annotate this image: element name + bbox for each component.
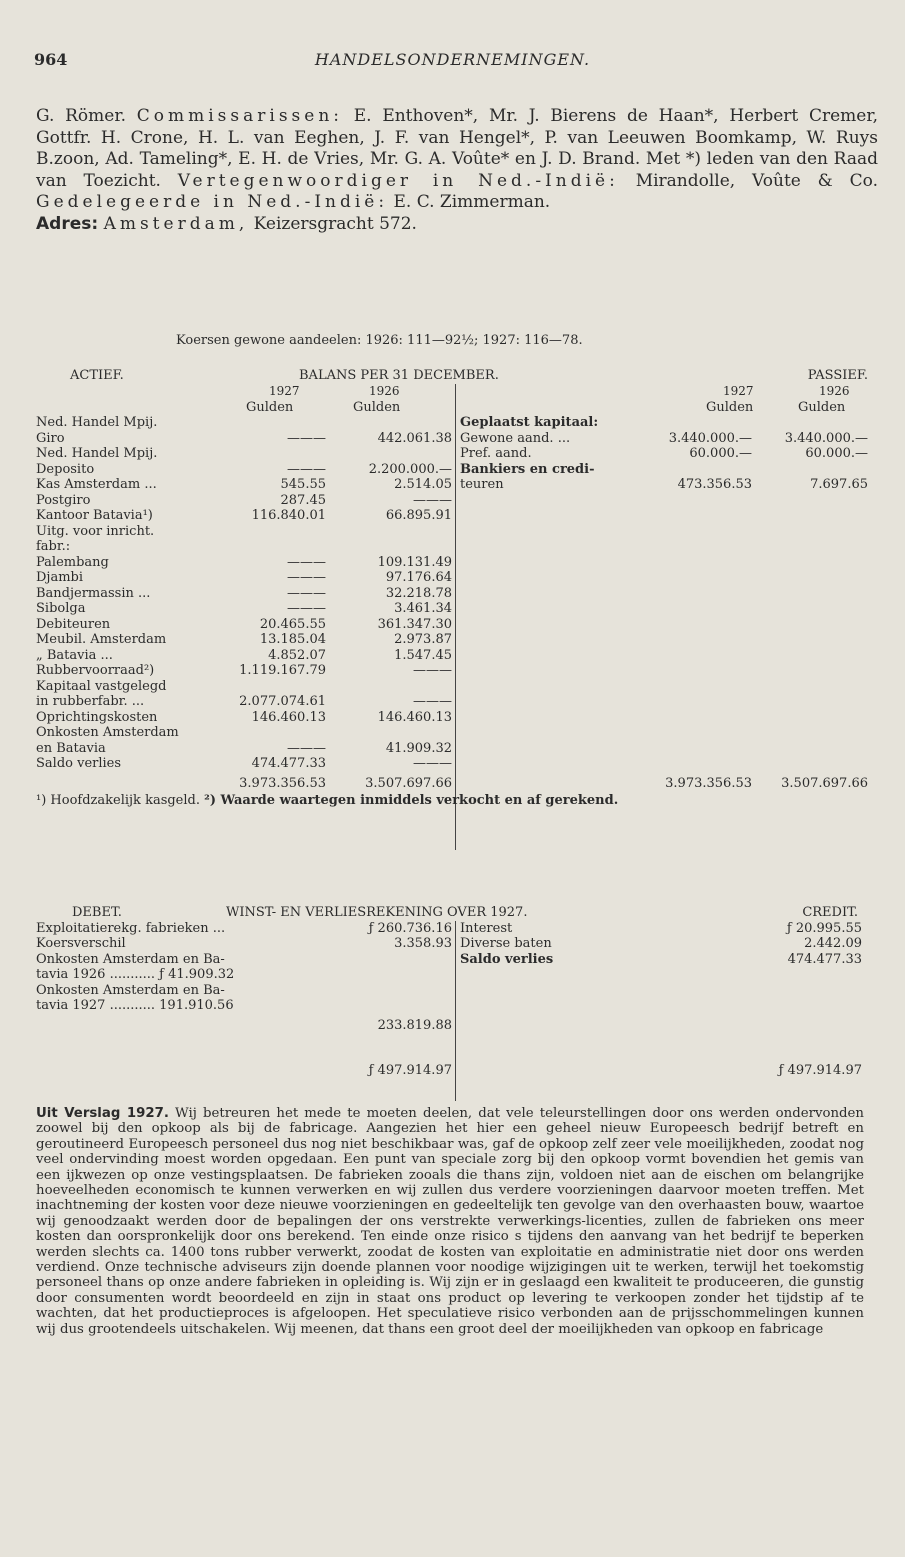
actief-value-1927: ———: [287, 570, 326, 585]
unit-left-2: Gulden: [353, 399, 401, 415]
actief-value-1927: 474.477.33: [251, 756, 326, 771]
actief-label: Ned. Handel Mpij.: [36, 415, 158, 430]
actief-label: Meubil. Amsterdam: [36, 632, 167, 647]
actief-label: fabr.:: [36, 539, 71, 554]
actief-value-1926: 2.514.05: [394, 477, 452, 492]
actief-value-1926: 1.547.45: [394, 647, 452, 663]
actief-value-1926: ———: [413, 756, 452, 771]
verslag-lead: Uit Verslag 1927.: [36, 1106, 169, 1121]
unit-right-2: Gulden: [798, 399, 846, 415]
credit-value: ƒ 20.995.55: [786, 920, 862, 936]
balance-row: [36, 446, 868, 462]
balance-row: [36, 586, 868, 602]
actief-value-1926: ———: [413, 492, 452, 508]
actief-value-1927: 20.465.55: [259, 616, 326, 632]
balance-row: [36, 679, 868, 695]
page-number: 964: [34, 50, 68, 69]
unit-left-1: Gulden: [246, 399, 294, 415]
running-title: HANDELSONDERNEMINGEN.: [314, 50, 591, 69]
credit-value: 2.442.09: [804, 936, 862, 951]
vertegenwoordiger-label: Vertegenwoordiger in Ned.-Indië:: [177, 170, 619, 191]
actief-heading: ACTIEF.: [70, 368, 124, 383]
pl-row: [36, 983, 868, 999]
passief-value-1927: 60.000.—: [689, 446, 752, 461]
balance-row: [36, 508, 868, 524]
verslag-paragraph: [36, 1106, 864, 1337]
balance-row: [36, 524, 868, 540]
passief-value-1926: 7.697.65: [810, 477, 868, 492]
actief-value-1926: 361.347.30: [377, 616, 452, 632]
actief-value-1927: ———: [287, 601, 326, 616]
credit-label: Saldo verlies: [460, 951, 554, 967]
passief-label: Pref. aand.: [460, 446, 532, 461]
balance-row: [36, 694, 868, 710]
balance-row: [36, 555, 868, 571]
actief-value-1927: 13.185.04: [259, 632, 326, 647]
actief-label: en Batavia: [36, 740, 106, 756]
debet-value: ƒ 260.736.16: [368, 920, 452, 936]
actief-value-1926: 109.131.49: [377, 554, 452, 570]
debet-label: tavia 1926 ........... ƒ 41.909.32: [36, 967, 235, 982]
balance-row: [36, 710, 868, 726]
actief-label: Kas Amsterdam ...: [36, 477, 157, 492]
balance-row: [36, 462, 868, 478]
verslag-text: Wij betreuren het mede te moeten deelen, dat vele teleurstellingen door ons werden ondervonden zoowel bij den opkoop als bij de fabricage. Aangezien het hier een geheel nieuw Europeesch bedrijf betreft en geroutineerd Europeesch personeel dus nog niet beschikbaar was, gaf de opkoop zelf zeer vele moeilijkheden, zoodat nog veel ondervinding moest worden opgedaan. Een punt van speciale zorg bij den opkoop vormt bovendien het gemis van een ijkwezen op onze vestingsplaatsen. De fabrieken zooals die thans zijn, voldoen niet aan de eischen om belangrijke hoeveelheden economisch te kunnen verwerken en wij zullen dus verdere voorzieningen daarvoor moeten treffen. Met inachtneming der kosten voor deze nieuwe voorzieningen en gedeeltelijk ten gevolge van den overhaasten bouw, waartoe wij genoodzaakt werden door de bepalingen der ons verstrekte verwerkings-licenties, zullen de fabrieken ons meer kosten dan oorspronkelijk door ons berekend. Ten einde onze risico s tijdens den aanvang van het bedrijf te beperken werden slechts ca. 1400 tons rubber verwerkt, zoodat de kosten van exploitatie en administratie niet door ons werden verdiend. Onze technische adviseurs zijn doende plannen voor noodige wijzigingen uit te werken, terwijl het toekomstig personeel thans op onze andere fabrieken in opleiding is. Wij zijn er in geslaagd een kwaliteit te produceeren, die gunstig door consumenten wordt beoordeeld en zijn in staat ons product op levering te verkoopen zonder het tijdstip af te wachten, dat het productieproces is afgeloopen. Het speculatieve risico verbonden aan de prijsschommelingen kunnen wij dus grootendeels uitschakelen. Wij meenen, dat thans een groot deel der moeilijkheden van opkoop en fabricage: [36, 1106, 864, 1337]
pl-row: [36, 936, 868, 952]
total-passief-1926: 3.507.697.66: [781, 775, 868, 791]
actief-value-1926: 97.176.64: [385, 570, 452, 585]
pl-title: WINST- EN VERLIESREKENING OVER 1927.: [226, 905, 528, 920]
credit-heading: CREDIT.: [802, 905, 858, 920]
actief-value-1926: 3.461.34: [394, 601, 452, 616]
total-actief-1927: 3.973.356.53: [239, 775, 326, 791]
balance-row: [36, 617, 868, 633]
gedelegeerde-label: Gedelegeerde in Ned.-Indië:: [36, 192, 389, 212]
total-passief-1927: 3.973.356.53: [665, 775, 752, 791]
year-1927-left: 1927: [269, 384, 300, 398]
balance-row: [36, 539, 868, 555]
commissarissen-label: Commissarissen:: [136, 106, 344, 126]
credit-label: Interest: [460, 920, 513, 936]
actief-value-1927: 545.55: [280, 477, 326, 492]
actief-value-1926: 66.895.91: [385, 508, 452, 523]
balance-row: [36, 663, 868, 679]
actief-label: Uitg. voor inricht.: [36, 523, 155, 539]
debet-label: Exploitatierekg. fabrieken ...: [36, 920, 226, 936]
pl-rows: [36, 921, 868, 1045]
total-actief-1926: 3.507.697.66: [365, 775, 452, 791]
passief-label: Gewone aand. ...: [460, 430, 571, 446]
actief-label: Kapitaal vastgelegd: [36, 678, 167, 694]
actief-value-1927: 1.119.167.79: [239, 663, 326, 678]
balance-row: [36, 415, 868, 431]
actief-value-1926: 442.061.38: [377, 430, 452, 446]
passief-value-1926: 3.440.000.—: [784, 430, 868, 446]
debet-label: Onkosten Amsterdam en Ba-: [36, 951, 225, 967]
year-1927-right: 1927: [723, 384, 754, 398]
passief-heading: PASSIEF.: [807, 368, 868, 383]
balance-row: [36, 725, 868, 741]
actief-label: Kantoor Batavia¹): [36, 508, 153, 523]
balance-row: [36, 601, 868, 617]
balance-row: [36, 431, 868, 447]
actief-value-1926: 2.973.87: [394, 632, 452, 647]
balance-row: [36, 493, 868, 509]
actief-label: Postgiro: [36, 492, 91, 508]
actief-value-1927: 146.460.13: [251, 709, 326, 725]
actief-value-1927: ———: [287, 461, 326, 477]
actief-label: Onkosten Amsterdam: [36, 725, 179, 740]
actief-value-1927: ———: [287, 430, 326, 446]
actief-label: Saldo verlies: [36, 756, 122, 771]
year-1926-left: 1926: [369, 384, 400, 398]
passief-label: teuren: [460, 477, 504, 492]
footnote-1: ¹) Hoofdzakelijk kasgeld.: [36, 793, 200, 808]
actief-label: Debiteuren: [36, 616, 111, 632]
credit-value: 474.477.33: [787, 951, 862, 967]
debet-subtotal: 233.819.88: [377, 1017, 452, 1033]
debet-label: Onkosten Amsterdam en Ba-: [36, 982, 225, 998]
actief-value-1927: 4.852.07: [268, 647, 326, 663]
actief-label: Deposito: [36, 461, 95, 477]
balance-row: [36, 477, 868, 493]
passief-value-1926: 60.000.—: [805, 446, 868, 461]
year-1926-right: 1926: [819, 384, 850, 398]
passief-label: Bankiers en credi-: [460, 461, 595, 477]
balance-footnotes: [36, 793, 868, 809]
actief-label: Rubbervoorraad²): [36, 663, 155, 678]
pl-row: [36, 967, 868, 983]
balance-row: [36, 741, 868, 757]
intro-paragraph: [36, 106, 878, 235]
intro-text-2: E. Enthoven*, Mr. J. Bierens de Haan*, Herbert Cremer, Gottfr. H. Crone, H. L. van Eeghen, J. F. van Hengel*, P. van Leeuwen Boomkamp, W. Ruys B.zoon, Ad. Tameling*, E. H. de Vries, Mr. G. A. Voûte* en J. D. Brand. Met *) leden van den Raad van Toezicht.: [36, 106, 879, 191]
pl-row: [36, 998, 868, 1014]
total-credit: ƒ 497.914.97: [778, 1062, 862, 1078]
actief-value-1927: 2.077.074.61: [239, 694, 326, 709]
actief-value-1927: 116.840.01: [251, 508, 326, 523]
actief-label: Giro: [36, 430, 65, 446]
balance-rows: [36, 415, 868, 772]
debet-label: Koersverschil: [36, 936, 126, 951]
balance-row: [36, 648, 868, 664]
actief-value-1926: 32.218.78: [385, 585, 452, 601]
actief-value-1926: 2.200.000.—: [368, 461, 452, 477]
actief-value-1926: 146.460.13: [377, 709, 452, 725]
profit-loss-account: [36, 905, 868, 1078]
actief-value-1927: ———: [287, 740, 326, 756]
balance-row: [36, 570, 868, 586]
balance-row: [36, 632, 868, 648]
actief-value-1927: ———: [287, 554, 326, 570]
unit-right-1: Gulden: [706, 399, 754, 415]
actief-value-1926: ———: [413, 663, 452, 678]
actief-label: „ Batavia ...: [36, 647, 113, 663]
pl-row: [36, 921, 868, 937]
pl-subtotal-row: [36, 1018, 868, 1034]
debet-heading: DEBET.: [72, 905, 122, 920]
running-header: [34, 50, 871, 72]
koersen-line: Koersen gewone aandeelen: 1926: 111—92½; 1927: 116—78.: [176, 333, 583, 348]
intro-text-3: Mirandolle, Voûte & Co.: [635, 170, 878, 191]
passief-label: Geplaatst kapitaal:: [460, 415, 599, 430]
actief-value-1927: 287.45: [280, 492, 326, 508]
actief-label: Ned. Handel Mpij.: [36, 446, 158, 461]
balance-sheet: [36, 368, 868, 809]
actief-label: Djambi: [36, 570, 84, 585]
balance-row: [36, 756, 868, 772]
intro-text-1: G. Römer.: [36, 106, 126, 126]
actief-label: in rubberfabr. ...: [36, 694, 145, 709]
adres-street: Keizersgracht 572.: [253, 213, 417, 234]
debet-value: 3.358.93: [394, 936, 452, 951]
intro-text-4: E. C. Zimmerman.: [393, 192, 551, 212]
credit-label: Diverse baten: [460, 936, 552, 951]
footnote-2: ²) Waarde waartegen inmiddels verkocht en af gerekend.: [204, 793, 619, 808]
debet-label: tavia 1927 ........... 191.910.56: [36, 998, 234, 1013]
adres-city: Amsterdam,: [103, 213, 249, 234]
actief-label: Oprichtingskosten: [36, 709, 158, 725]
balance-title: BALANS PER 31 DECEMBER.: [299, 368, 499, 383]
total-debet: ƒ 497.914.97: [368, 1062, 452, 1078]
pl-row: [36, 952, 868, 968]
actief-value-1926: 41.909.32: [385, 740, 452, 756]
actief-label: Palembang: [36, 554, 109, 570]
passief-value-1927: 3.440.000.—: [668, 430, 752, 446]
actief-label: Sibolga: [36, 601, 86, 616]
actief-value-1926: ———: [413, 694, 452, 709]
passief-value-1927: 473.356.53: [677, 477, 752, 492]
actief-value-1927: ———: [287, 585, 326, 601]
actief-label: Bandjermassin ...: [36, 585, 151, 601]
adres-label: Adres:: [36, 213, 99, 234]
